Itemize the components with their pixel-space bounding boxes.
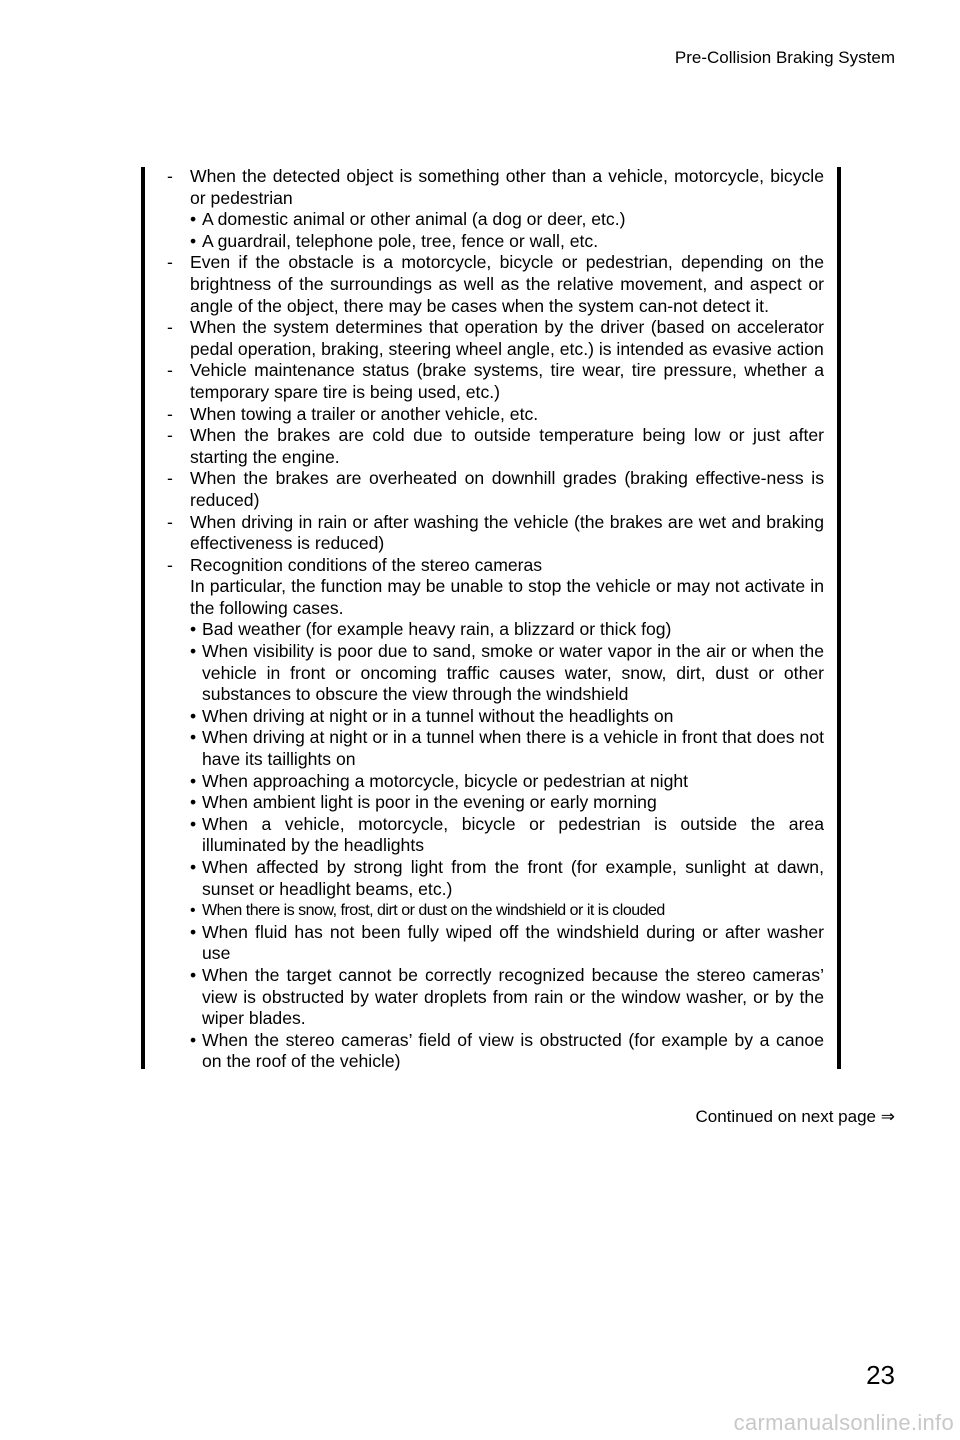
- bullet-text: When there is snow, frost, dirt or dust on the windshield or it is clouded: [202, 902, 665, 920]
- bullet-item: [190, 792, 824, 814]
- bullet-item: [190, 857, 824, 900]
- continued-text: Continued on next page: [695, 1107, 877, 1126]
- list-item-text: Recognition conditions of the stereo cameras: [190, 554, 543, 575]
- continued-note: [695, 1107, 895, 1127]
- bullet-text: When visibility is poor due to sand, smoke or water vapor in the air or when the vehicle in front or oncoming traffic causes water, snow, dirt, dust or other substances to obscure the view through the windshield: [202, 641, 824, 705]
- bullet-icon: •: [190, 792, 197, 813]
- page-number: 23: [866, 1360, 895, 1390]
- bullet-item: [190, 771, 824, 793]
- watermark: carmanualsonline.info: [733, 1410, 954, 1435]
- bullet-icon: •: [190, 619, 197, 640]
- list-item: [167, 166, 824, 252]
- bullet-icon: •: [190, 727, 197, 748]
- bullet-icon: •: [190, 964, 197, 985]
- list-item: [167, 252, 824, 317]
- bullet-item: [190, 231, 824, 253]
- list-dash: -: [167, 317, 173, 338]
- list-item-text: Vehicle maintenance status (brake systems, tire wear, tire pressure, whether a temporary spare tire is being used, etc.): [190, 360, 824, 402]
- bullet-text: When the stereo cameras’ field of view is obstructed (for example by a canoe on the roof of the vehicle): [202, 1029, 824, 1072]
- bullet-text: When ambient light is poor in the evening or early morning: [202, 792, 657, 813]
- list-dash: -: [167, 468, 173, 489]
- bullet-text: When approaching a motorcycle, bicycle or pedestrian at night: [202, 770, 689, 791]
- bullet-icon: •: [190, 641, 197, 662]
- condition-list: [167, 166, 824, 1073]
- bullet-icon: •: [190, 813, 197, 834]
- bullet-icon: •: [190, 1029, 197, 1050]
- list-dash: -: [167, 252, 173, 273]
- bullet-item: [190, 922, 824, 965]
- bullet-item: [190, 1030, 824, 1073]
- bullet-item: [190, 641, 824, 706]
- bullet-text: A guardrail, telephone pole, tree, fence or wall, etc.: [202, 230, 599, 251]
- bullet-text: A domestic animal or other animal (a dog or deer, etc.): [202, 209, 626, 230]
- list-item-subtext: In particular, the function may be unable to stop the vehicle or may not activate in the following cases.: [190, 576, 824, 618]
- list-item: [167, 425, 824, 468]
- list-item: [167, 555, 824, 1073]
- list-item: [167, 512, 824, 555]
- list-dash: -: [167, 403, 173, 424]
- bullet-text: When the target cannot be correctly recognized because the stereo cameras’ view is obstructed by water droplets from rain or the window washer, or by the wiper blades.: [202, 964, 824, 1029]
- list-item-text: When the brakes are overheated on downhill grades (braking effective-ness is reduced): [190, 468, 824, 510]
- bullet-icon: •: [190, 857, 197, 877]
- bullet-text: Bad weather (for example heavy rain, a blizzard or thick fog): [202, 619, 672, 640]
- bullet-item: [190, 900, 824, 922]
- bullet-item: [190, 619, 824, 641]
- bullet-icon: •: [190, 230, 197, 251]
- list-item: [167, 317, 824, 360]
- list-item: [167, 468, 824, 511]
- bullet-item: [190, 706, 824, 728]
- bullet-icon: •: [190, 705, 197, 726]
- bullet-item: [190, 209, 824, 231]
- bullet-text: When driving at night or in a tunnel without the headlights on: [202, 705, 674, 726]
- running-header: Pre-Collision Braking System: [674, 48, 895, 67]
- list-item-text: Even if the obstacle is a motorcycle, bicycle or pedestrian, depending on the brightness of the surroundings as well as the relative movement, and aspect or angle of the object, there may be cases when the system can-not detect it.: [190, 252, 824, 316]
- list-item-text: When driving in rain or after washing the vehicle (the brakes are wet and braking effectiveness is reduced): [190, 511, 824, 554]
- list-dash: -: [167, 425, 173, 446]
- bullet-text: When driving at night or in a tunnel when there is a vehicle in front that does not have its taillights on: [202, 727, 824, 770]
- list-item: [167, 360, 824, 403]
- bullet-item: [190, 814, 824, 857]
- bullet-item: [190, 727, 824, 770]
- bullet-text: When fluid has not been fully wiped off the windshield during or after washer use: [202, 921, 824, 964]
- bullet-icon: •: [190, 902, 196, 920]
- list-item-text: When the detected object is something other than a vehicle, motorcycle, bicycle or pedestrian: [190, 166, 824, 208]
- list-item-text: When the system determines that operation by the driver (based on accelerator pedal operation, braking, steering wheel angle, etc.) is intended as evasive action: [190, 317, 824, 359]
- bullet-icon: •: [190, 921, 197, 942]
- bullet-text: When affected by strong light from the front (for example, sunlight at dawn, sunset or headlight beams, etc.): [202, 857, 824, 899]
- list-dash: -: [167, 511, 173, 532]
- list-dash: -: [167, 166, 173, 186]
- bullet-item: [190, 965, 824, 1030]
- list-item: [167, 404, 824, 426]
- bullet-icon: •: [190, 770, 197, 791]
- list-item-text: When towing a trailer or another vehicle, etc.: [190, 403, 539, 424]
- list-item-text: When the brakes are cold due to outside temperature being low or just after starting the engine.: [190, 425, 824, 467]
- bullet-text: When a vehicle, motorcycle, bicycle or pedestrian is outside the area illuminated by the headlights: [202, 813, 824, 856]
- list-dash: -: [167, 554, 173, 575]
- right-arrow-icon: ⇒: [880, 1107, 895, 1126]
- bullet-icon: •: [190, 209, 197, 230]
- list-dash: -: [167, 360, 173, 381]
